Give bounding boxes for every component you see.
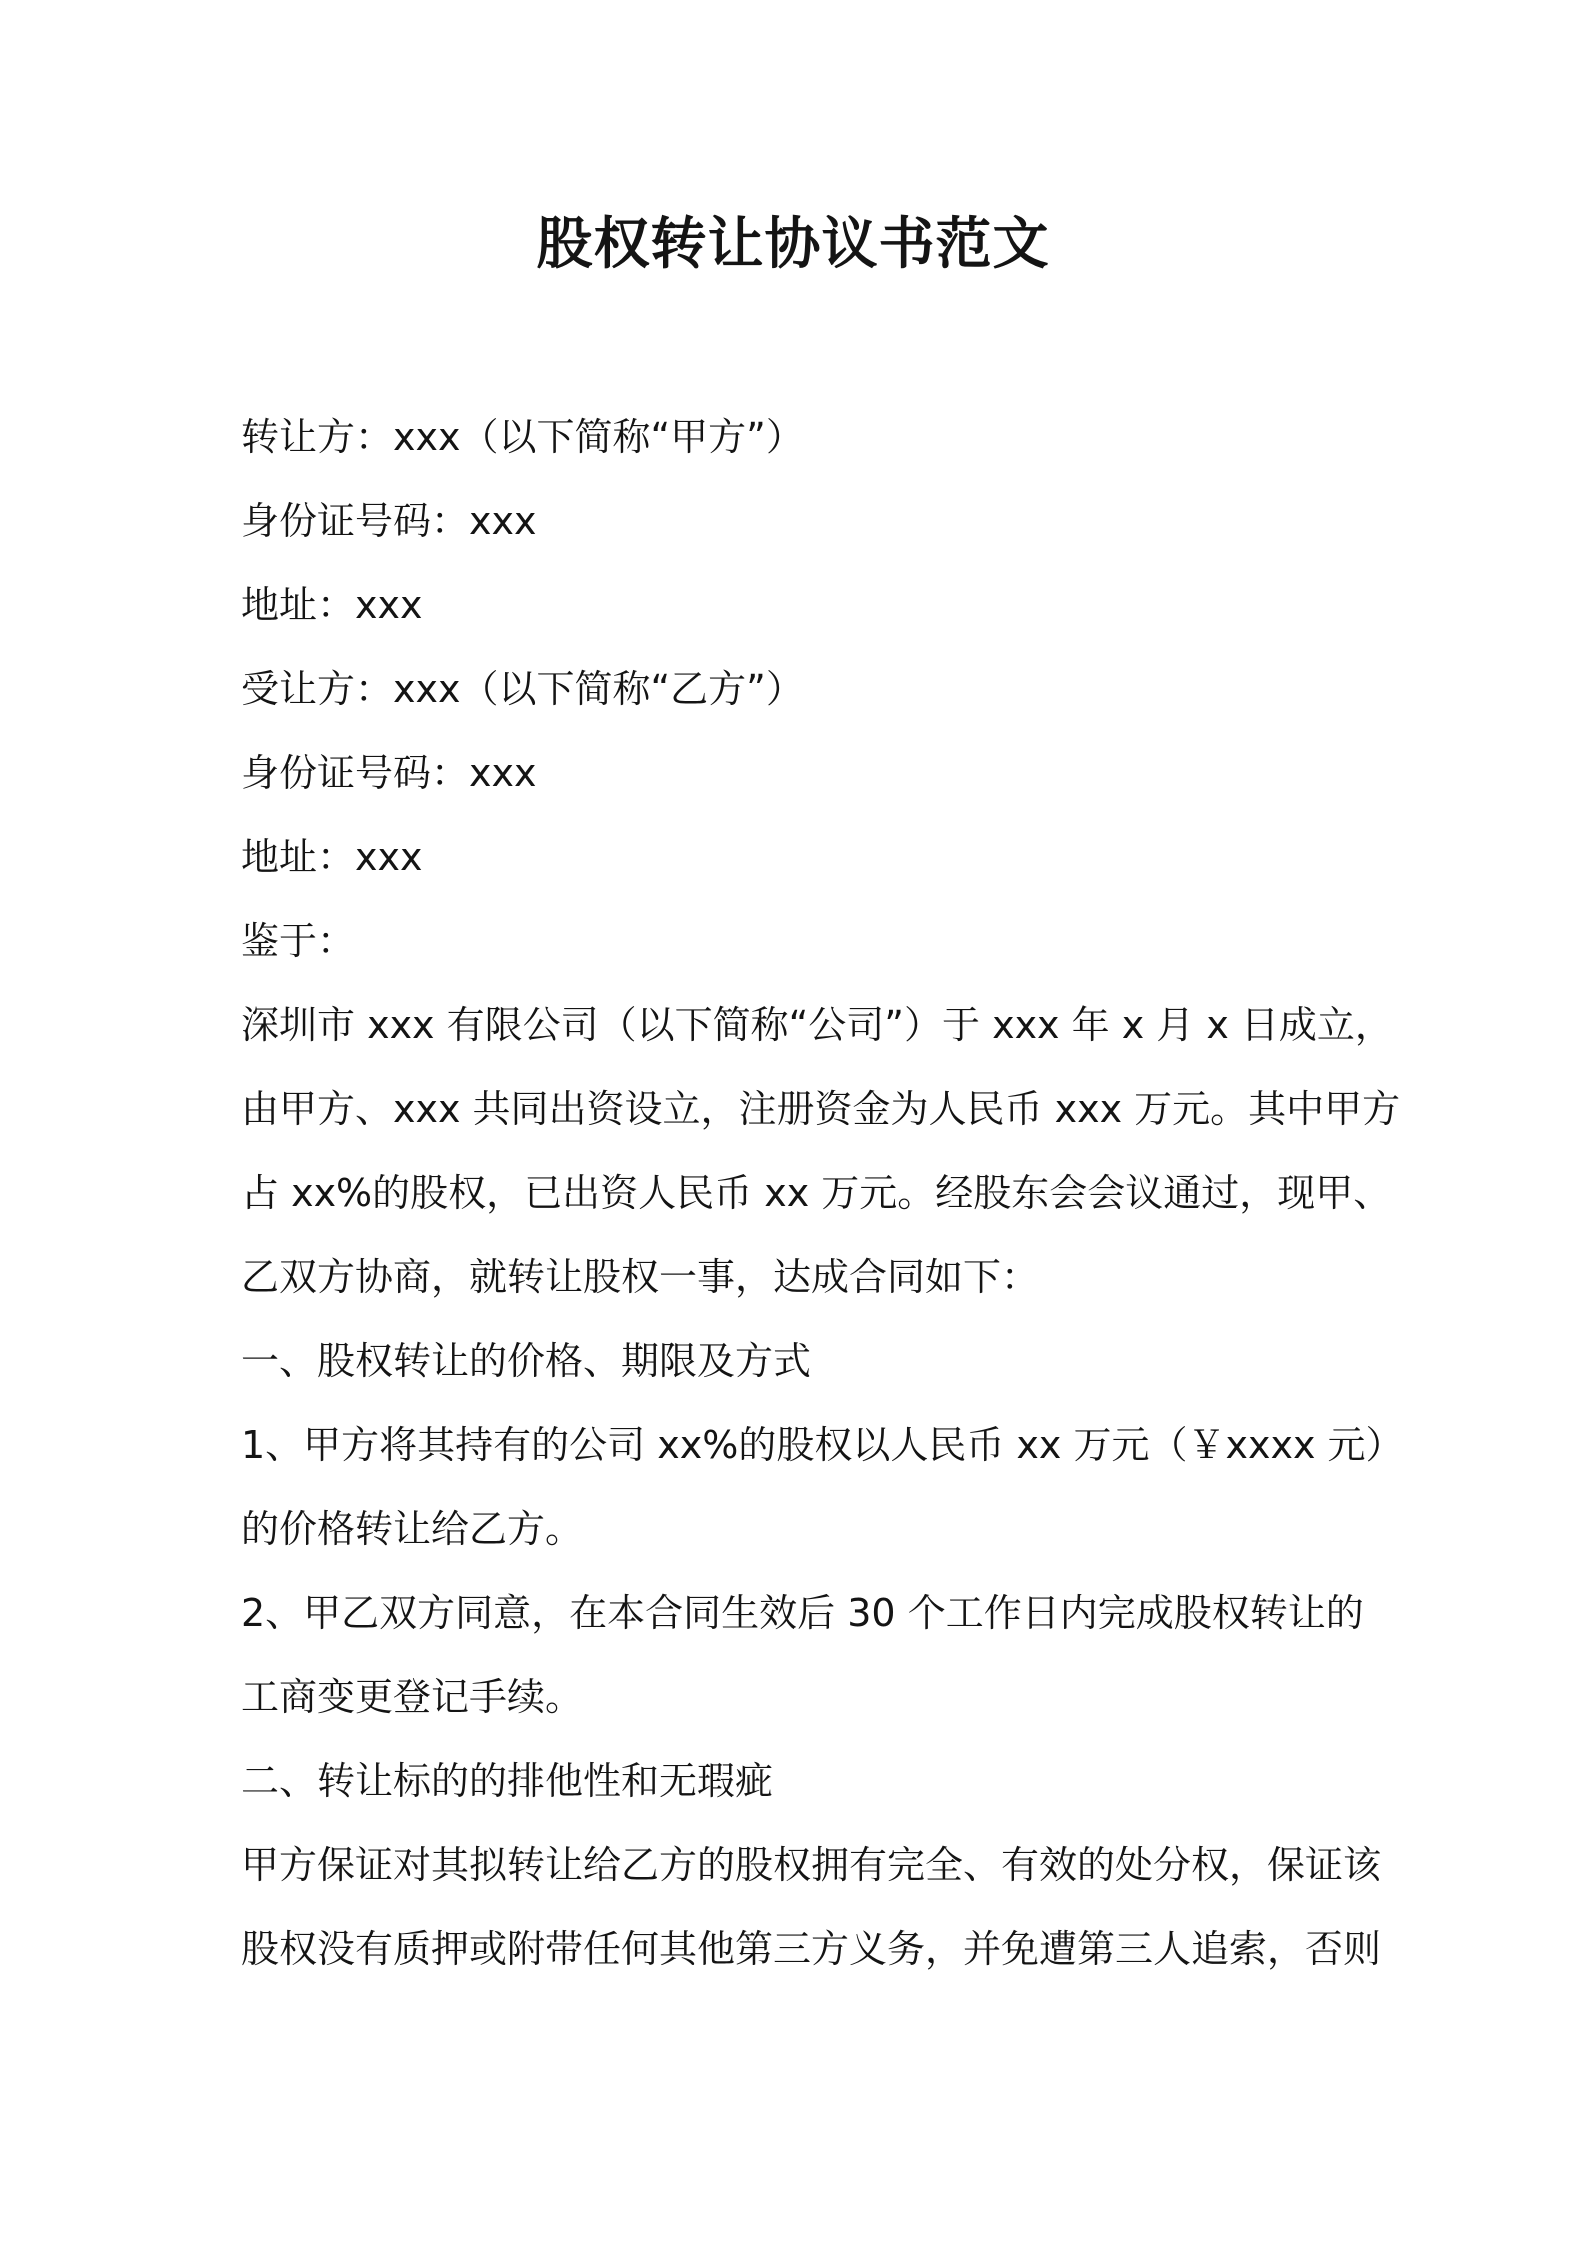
transferee-id-line: 身份证号码：xxx [241, 751, 537, 795]
whereas-heading: 鉴于： [241, 919, 356, 963]
clause-2-line: 2、甲乙双方同意，在本合同生效后 30 个工作日内完成股权转让的 [241, 1591, 1364, 1635]
paragraph-line: 深圳市 xxx 有限公司（以下简称“公司”）于 xxx 年 x 月 x 日成立， [241, 1003, 1393, 1047]
paragraph-line: 由甲方、xxx 共同出资设立，注册资金为人民币 xxx 万元。其中甲方 [241, 1087, 1401, 1131]
clause-1-line: 的价格转让给乙方。 [241, 1507, 584, 1551]
section-heading-2: 二、转让标的的排他性和无瑕疵 [241, 1759, 774, 1803]
clause-2-line: 工商变更登记手续。 [241, 1675, 584, 1719]
paragraph-line: 乙双方协商，就转让股权一事，达成合同如下： [241, 1255, 1040, 1299]
section-heading-1: 一、股权转让的价格、期限及方式 [241, 1339, 812, 1383]
paragraph-line: 甲方保证对其拟转让给乙方的股权拥有完全、有效的处分权，保证该 [241, 1843, 1382, 1887]
transferor-address-line: 地址：xxx [241, 583, 423, 627]
document-body [241, 395, 1404, 1991]
transferor-id-line: 身份证号码：xxx [241, 499, 537, 543]
transferor-line: 转让方：xxx（以下简称“甲方”） [241, 415, 804, 459]
paragraph-line: 股权没有质押或附带任何其他第三方义务，并免遭第三人追索，否则 [241, 1927, 1382, 1971]
transferee-address-line: 地址：xxx [241, 835, 423, 879]
clause-1-line: 1、甲方将其持有的公司 xx%的股权以人民币 xx 万元（￥xxxx 元） [241, 1423, 1404, 1467]
transferee-line: 受让方：xxx（以下简称“乙方”） [241, 667, 804, 711]
document-title: 股权转让协议书范文 [536, 212, 1050, 277]
paragraph-line: 占 xx%的股权，已出资人民币 xx 万元。经股东会会议通过，现甲、 [241, 1171, 1392, 1215]
